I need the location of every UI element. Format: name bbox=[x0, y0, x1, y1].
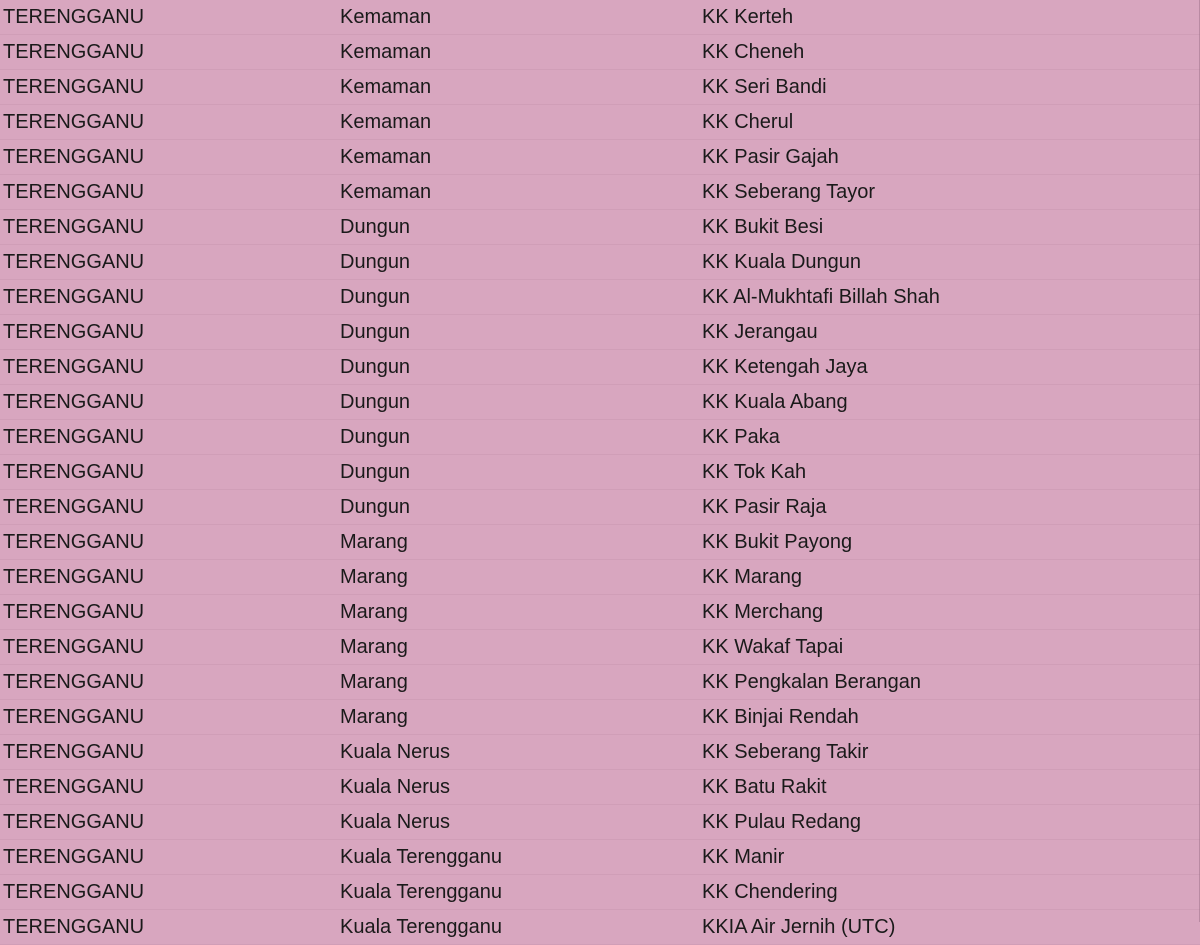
clinic-cell[interactable]: KK Cherul bbox=[700, 105, 1200, 140]
table-row bbox=[0, 910, 1200, 945]
clinic-cell[interactable]: KK Binjai Rendah bbox=[700, 700, 1200, 735]
district-cell[interactable]: Dungun bbox=[338, 210, 700, 245]
table-row bbox=[0, 245, 1200, 280]
state-cell[interactable]: TERENGGANU bbox=[0, 280, 338, 315]
district-cell[interactable]: Kemaman bbox=[338, 0, 700, 35]
district-cell[interactable]: Marang bbox=[338, 630, 700, 665]
clinic-cell[interactable]: KK Al-Mukhtafi Billah Shah bbox=[700, 280, 1200, 315]
district-cell[interactable]: Marang bbox=[338, 700, 700, 735]
district-cell[interactable]: Dungun bbox=[338, 280, 700, 315]
district-cell[interactable]: Dungun bbox=[338, 350, 700, 385]
district-cell[interactable]: Marang bbox=[338, 595, 700, 630]
clinic-cell[interactable]: KK Bukit Besi bbox=[700, 210, 1200, 245]
table-row bbox=[0, 700, 1200, 735]
table-row bbox=[0, 840, 1200, 875]
district-cell[interactable]: Kuala Nerus bbox=[338, 770, 700, 805]
table-row bbox=[0, 175, 1200, 210]
table-row bbox=[0, 630, 1200, 665]
state-cell[interactable]: TERENGGANU bbox=[0, 140, 338, 175]
table-row bbox=[0, 35, 1200, 70]
district-cell[interactable]: Kemaman bbox=[338, 70, 700, 105]
state-cell[interactable]: TERENGGANU bbox=[0, 70, 338, 105]
clinic-cell[interactable]: KK Tok Kah bbox=[700, 455, 1200, 490]
district-cell[interactable]: Dungun bbox=[338, 245, 700, 280]
state-cell[interactable]: TERENGGANU bbox=[0, 595, 338, 630]
clinic-cell[interactable]: KK Batu Rakit bbox=[700, 770, 1200, 805]
clinic-cell[interactable]: KK Pengkalan Berangan bbox=[700, 665, 1200, 700]
state-cell[interactable]: TERENGGANU bbox=[0, 525, 338, 560]
table-row bbox=[0, 0, 1200, 35]
clinic-cell[interactable]: KK Wakaf Tapai bbox=[700, 630, 1200, 665]
clinic-cell[interactable]: KK Marang bbox=[700, 560, 1200, 595]
table-row bbox=[0, 770, 1200, 805]
table-row bbox=[0, 560, 1200, 595]
state-cell[interactable]: TERENGGANU bbox=[0, 805, 338, 840]
clinic-cell[interactable]: KK Pasir Raja bbox=[700, 490, 1200, 525]
district-cell[interactable]: Kemaman bbox=[338, 175, 700, 210]
clinic-cell[interactable]: KK Kuala Dungun bbox=[700, 245, 1200, 280]
district-cell[interactable]: Marang bbox=[338, 560, 700, 595]
table-row bbox=[0, 105, 1200, 140]
state-cell[interactable]: TERENGGANU bbox=[0, 875, 338, 910]
state-cell[interactable]: TERENGGANU bbox=[0, 840, 338, 875]
district-cell[interactable]: Dungun bbox=[338, 455, 700, 490]
clinic-cell[interactable]: KK Bukit Payong bbox=[700, 525, 1200, 560]
state-cell[interactable]: TERENGGANU bbox=[0, 175, 338, 210]
table-row bbox=[0, 490, 1200, 525]
clinic-cell[interactable]: KK Pasir Gajah bbox=[700, 140, 1200, 175]
table-row bbox=[0, 280, 1200, 315]
district-cell[interactable]: Dungun bbox=[338, 490, 700, 525]
clinic-cell[interactable]: KK Pulau Redang bbox=[700, 805, 1200, 840]
state-cell[interactable]: TERENGGANU bbox=[0, 210, 338, 245]
district-cell[interactable]: Kuala Terengganu bbox=[338, 840, 700, 875]
clinic-cell[interactable]: KK Paka bbox=[700, 420, 1200, 455]
state-cell[interactable]: TERENGGANU bbox=[0, 665, 338, 700]
table-row bbox=[0, 595, 1200, 630]
state-cell[interactable]: TERENGGANU bbox=[0, 105, 338, 140]
state-cell[interactable]: TERENGGANU bbox=[0, 735, 338, 770]
clinic-cell[interactable]: KK Merchang bbox=[700, 595, 1200, 630]
table-row bbox=[0, 420, 1200, 455]
table-row bbox=[0, 735, 1200, 770]
state-cell[interactable]: TERENGGANU bbox=[0, 420, 338, 455]
table-row bbox=[0, 210, 1200, 245]
state-cell[interactable]: TERENGGANU bbox=[0, 770, 338, 805]
table-row bbox=[0, 665, 1200, 700]
table-row bbox=[0, 385, 1200, 420]
state-cell[interactable]: TERENGGANU bbox=[0, 455, 338, 490]
state-cell[interactable]: TERENGGANU bbox=[0, 315, 338, 350]
state-cell[interactable]: TERENGGANU bbox=[0, 560, 338, 595]
clinic-cell[interactable]: KK Seberang Tayor bbox=[700, 175, 1200, 210]
state-cell[interactable]: TERENGGANU bbox=[0, 0, 338, 35]
state-cell[interactable]: TERENGGANU bbox=[0, 630, 338, 665]
state-cell[interactable]: TERENGGANU bbox=[0, 385, 338, 420]
district-cell[interactable]: Dungun bbox=[338, 420, 700, 455]
district-cell[interactable]: Kemaman bbox=[338, 105, 700, 140]
state-cell[interactable]: TERENGGANU bbox=[0, 910, 338, 945]
clinic-cell[interactable]: KK Seri Bandi bbox=[700, 70, 1200, 105]
district-cell[interactable]: Marang bbox=[338, 665, 700, 700]
district-cell[interactable]: Marang bbox=[338, 525, 700, 560]
table-row bbox=[0, 455, 1200, 490]
clinic-cell[interactable]: KK Cheneh bbox=[700, 35, 1200, 70]
table-row bbox=[0, 875, 1200, 910]
state-cell[interactable]: TERENGGANU bbox=[0, 700, 338, 735]
table-row bbox=[0, 140, 1200, 175]
clinic-cell[interactable]: KKIA Air Jernih (UTC) bbox=[700, 910, 1200, 945]
table-row bbox=[0, 315, 1200, 350]
clinic-cell[interactable]: KK Kerteh bbox=[700, 0, 1200, 35]
state-cell[interactable]: TERENGGANU bbox=[0, 35, 338, 70]
table-row bbox=[0, 70, 1200, 105]
table-row bbox=[0, 350, 1200, 385]
district-cell[interactable]: Kuala Terengganu bbox=[338, 875, 700, 910]
district-cell[interactable]: Dungun bbox=[338, 315, 700, 350]
clinic-cell[interactable]: KK Kuala Abang bbox=[700, 385, 1200, 420]
district-cell[interactable]: Kuala Terengganu bbox=[338, 910, 700, 945]
clinic-cell[interactable]: KK Seberang Takir bbox=[700, 735, 1200, 770]
district-cell[interactable]: Kuala Nerus bbox=[338, 735, 700, 770]
table-row bbox=[0, 525, 1200, 560]
district-cell[interactable]: Kemaman bbox=[338, 35, 700, 70]
district-cell[interactable]: Kuala Nerus bbox=[338, 805, 700, 840]
district-cell[interactable]: Dungun bbox=[338, 385, 700, 420]
clinic-cell[interactable]: KK Manir bbox=[700, 840, 1200, 875]
clinic-cell[interactable]: KK Ketengah Jaya bbox=[700, 350, 1200, 385]
district-cell[interactable]: Kemaman bbox=[338, 140, 700, 175]
state-cell[interactable]: TERENGGANU bbox=[0, 490, 338, 525]
clinic-cell[interactable]: KK Chendering bbox=[700, 875, 1200, 910]
table-row bbox=[0, 805, 1200, 840]
state-cell[interactable]: TERENGGANU bbox=[0, 245, 338, 280]
state-cell[interactable]: TERENGGANU bbox=[0, 350, 338, 385]
clinic-cell[interactable]: KK Jerangau bbox=[700, 315, 1200, 350]
